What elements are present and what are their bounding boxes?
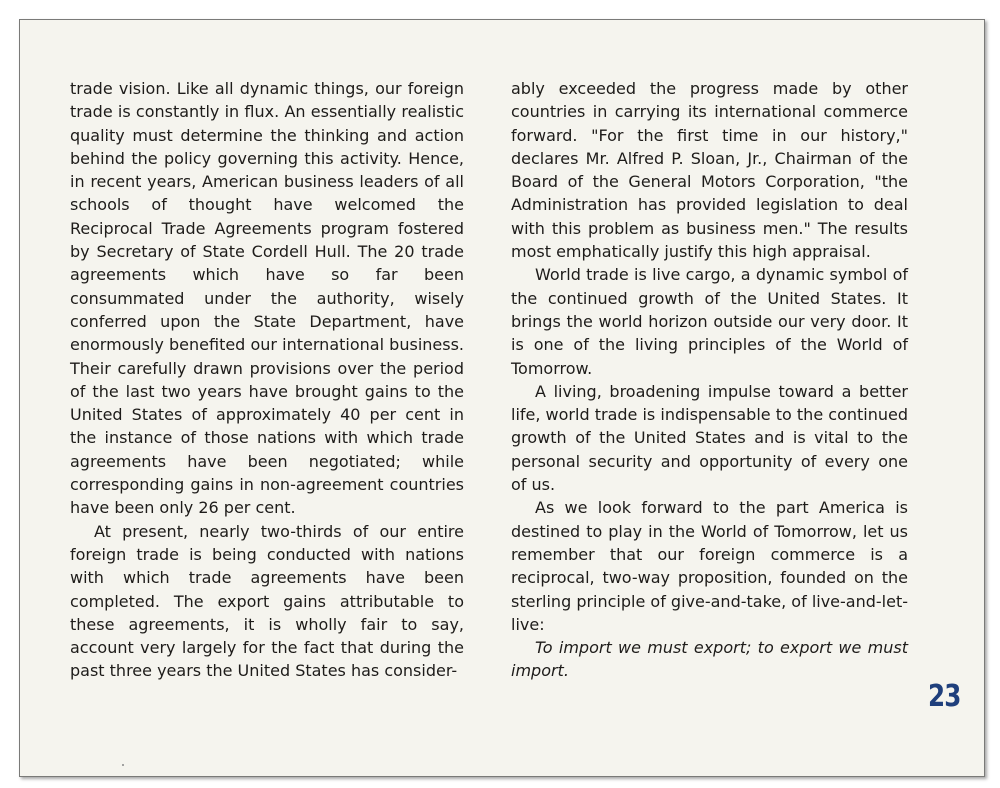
- book-page: [19, 19, 985, 777]
- page-number: 23: [928, 679, 961, 714]
- right-paragraph-4: As we look forward to the part America is destined to play in the World of Tomorrow, let us remember that our foreign commerce is a reciprocal, two-way proposition, founded on the sterling principle of give-and-take, of live-and-let-live:: [511, 498, 908, 634]
- left-paragraph-2: At present, nearly two-thirds of our entire foreign trade is being conducted with nations with which trade agreements have been completed. The export gains attributable to these agreements, it is wholly fair to say, account very largely for the fact that during the past three years the United States has consider-: [70, 521, 464, 681]
- left-paragraph-1: trade vision. Like all dynamic things, our foreign trade is constantly in flux. An essentially realistic quality must determine the thinking and action behind the policy governing this activity. Hence, in recent years, American business leaders of all schools of thought have welcomed the Reciprocal Trade Agreements program fostered by Secretary of State Cordell Hull. The 20 trade agreements which have so far been consummated under the authority, wisely conferred upon the State Department, have enormously benefited our international business. Their carefully drawn provisions over the period of the last two years have brought gains to the United States of approximately 40 per cent in the instance of those nations with which trade agreements have been negotiated; while corresponding gains in non-agreement countries have been only 26 per cent.: [70, 79, 464, 518]
- left-text-column: [70, 77, 464, 683]
- closing-motto: To import we must export; to export we must import.: [511, 638, 908, 681]
- paper-speck: [122, 764, 124, 766]
- right-paragraph-1: ably exceeded the progress made by other countries in carrying its international commerce forward. "For the first time in our history," declares Mr. Alfred P. Sloan, Jr., Chairman of the Board of the General Motors Corporation, "the Administration has provided legislation to deal with this problem as business men." The results most emphatically justify this high appraisal.: [511, 79, 908, 262]
- right-paragraph-2: World trade is live cargo, a dynamic symbol of the continued growth of the United States. It brings the world horizon outside our very door. It is one of the living principles of the World of Tomorrow.: [511, 265, 908, 378]
- right-text-column: [511, 77, 908, 683]
- right-paragraph-3: A living, broadening impulse toward a better life, world trade is indispensable to the continued growth of the United States and is vital to the personal security and opportunity of every one of us.: [511, 381, 908, 495]
